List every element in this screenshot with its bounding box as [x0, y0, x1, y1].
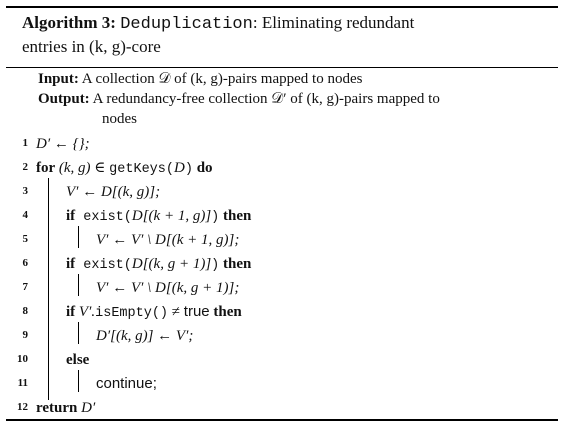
fn-close: ): [211, 258, 220, 273]
loop-var: (k, g) ∈: [55, 160, 110, 176]
if-body-bar: [78, 226, 79, 248]
line-number: 6: [22, 257, 28, 269]
code-line-7: V′ ← V′ \ D[(k, g + 1)];: [96, 280, 240, 296]
keyword-then: then: [219, 256, 252, 272]
keyword-for: for: [36, 160, 56, 176]
fn-close: ): [184, 162, 193, 177]
line-number: 12: [17, 401, 28, 413]
output-line-2: [102, 109, 137, 129]
code-line-6: [66, 254, 251, 276]
keyword-do: do: [192, 160, 213, 176]
if-body-bar: [78, 322, 79, 344]
if-body-bar: [78, 274, 79, 296]
line-number: 10: [17, 353, 28, 365]
fn-close: ): [211, 210, 220, 225]
keyword-then: then: [209, 304, 242, 320]
neq-op: ≠: [168, 304, 184, 320]
algorithm-desc-1: : Eliminating redundant: [252, 13, 415, 32]
exist-arg: D[(k + 1, g)]: [131, 208, 212, 224]
keyword-if: if: [66, 256, 76, 272]
input-line: [38, 69, 548, 89]
line-number: 3: [22, 185, 28, 197]
algorithm-block: [6, 6, 558, 420]
exist-arg: D[(k, g + 1)]: [131, 256, 212, 272]
code-line-2: [36, 158, 213, 180]
line-number: 11: [17, 377, 28, 389]
output-line: [38, 89, 548, 109]
code-line-3: V′ ← D[(k, g)];: [66, 184, 161, 200]
line-number: 9: [22, 329, 28, 341]
for-body-bar: [48, 178, 49, 400]
top-rule: [6, 6, 558, 8]
keyword-return: return: [36, 400, 78, 416]
algorithm-title: [22, 12, 552, 58]
line-number: 4: [22, 209, 28, 221]
code-line-9: D′[(k, g)] ← V′;: [96, 328, 194, 344]
algorithm-label: Algorithm 3:: [22, 13, 116, 32]
code-line-12: [36, 398, 95, 418]
line-number: 5: [22, 233, 28, 245]
keyword-if: if: [66, 208, 76, 224]
input-label: Input:: [38, 71, 79, 87]
keyword-if: if: [66, 304, 76, 320]
return-value: D′: [77, 400, 96, 416]
code-line-11: continue;: [96, 375, 157, 392]
line-number: 7: [22, 281, 28, 293]
else-body-bar: [78, 370, 79, 392]
code-line-8: [66, 302, 242, 324]
algorithm-name: Deduplication: [120, 15, 253, 34]
keyword-then: then: [219, 208, 252, 224]
output-text-2: nodes: [102, 111, 137, 127]
code-line-1: D′ ← {};: [36, 136, 90, 152]
arg-d: D: [173, 160, 185, 176]
var-v: V′.: [75, 304, 96, 320]
output-label: Output:: [38, 91, 90, 107]
line-number: 8: [22, 305, 28, 317]
bottom-rule: [6, 419, 558, 421]
fn-isempty: isEmpty(): [95, 306, 169, 321]
fn-exist: exist(: [75, 258, 132, 273]
line-number: 2: [22, 161, 28, 173]
code-line-4: [66, 206, 251, 228]
code-line-5: V′ ← V′ \ D[(k + 1, g)];: [96, 232, 240, 248]
algorithm-desc-2: entries in (k, g)-core: [22, 37, 161, 56]
code-line-10: else: [66, 352, 90, 368]
fn-getkeys: getKeys(: [109, 162, 174, 177]
literal-true: true: [183, 303, 210, 320]
mid-rule: [6, 67, 558, 68]
line-number: 1: [22, 137, 28, 149]
output-text: A redundancy-free collection 𝒟′ of (k, g)-pairs mapped to: [92, 91, 440, 107]
input-text: A collection 𝒟 of (k, g)-pairs mapped to nodes: [81, 71, 363, 87]
fn-exist: exist(: [75, 210, 132, 225]
